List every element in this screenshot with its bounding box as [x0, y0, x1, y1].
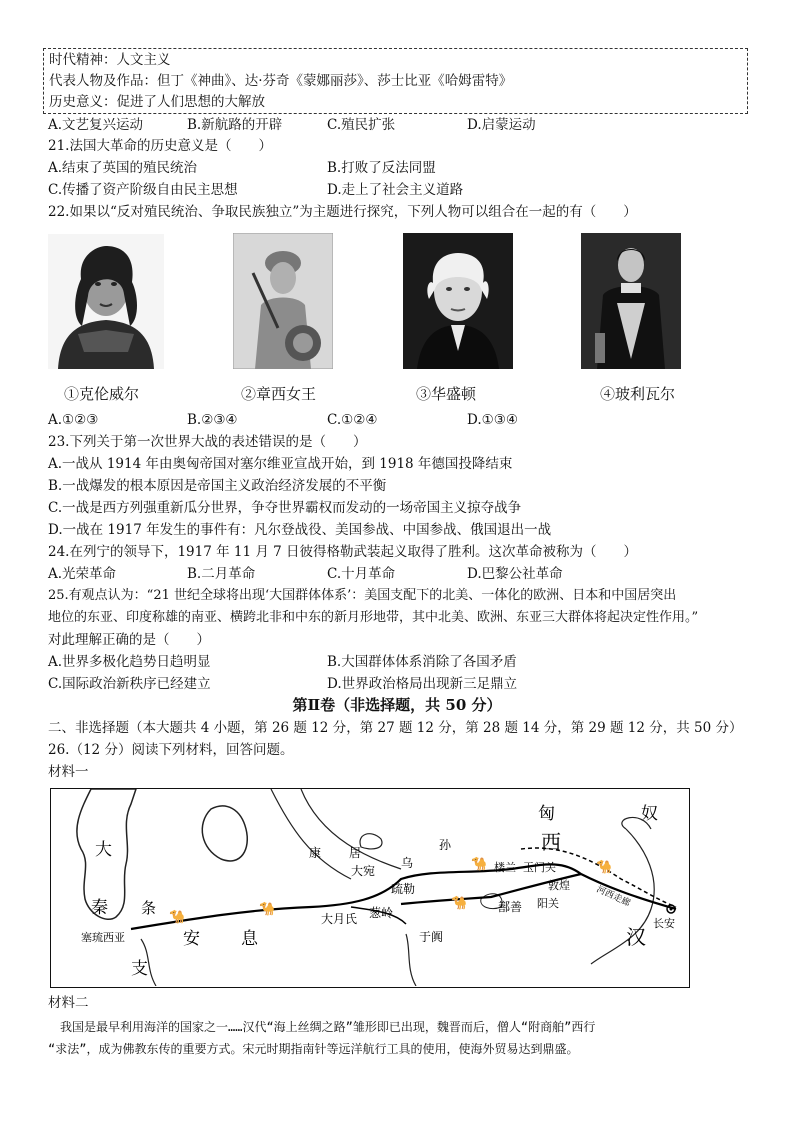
- q24-option-d[interactable]: D.巴黎公社革命: [467, 566, 563, 582]
- box-line-works: 代表人物及作品：但丁《神曲》、达·芬奇《蒙娜丽莎》、莎士比亚《哈姆雷特》: [49, 73, 513, 89]
- map-label-dawan: 大宛: [351, 864, 376, 878]
- section-ii-title: 第Ⅱ卷（非选择题，共 50 分）: [292, 696, 502, 714]
- q24-stem: 24.在列宁的领导下，1917 年 11 月 7 日彼得格勒武装起义取得了胜利。这次革命被称为（ ）: [48, 544, 638, 560]
- caption-rani: ②章西女王: [241, 385, 317, 403]
- q22-option-a[interactable]: A.①②③: [48, 412, 99, 428]
- map-label-qin: 秦: [91, 898, 108, 918]
- q21-option-a[interactable]: A.结束了英国的殖民统治: [48, 160, 198, 176]
- q25-option-a[interactable]: A.世界多极化趋势日趋明显: [48, 654, 211, 670]
- q26-stem: 26.（12 分）阅读下列材料，回答问题。: [48, 742, 294, 758]
- q21-option-d[interactable]: D.走上了社会主义道路: [327, 182, 464, 198]
- map-label-yutian: 于阗: [419, 930, 444, 944]
- bolivar-portrait: [581, 233, 681, 369]
- map-label-loulan: 楼兰: [494, 861, 516, 874]
- map-label-dunhuang: 敦煌: [548, 879, 570, 892]
- q24-option-c[interactable]: C.十月革命: [327, 566, 396, 582]
- q21-stem: 21.法国大革命的历史意义是（ ）: [48, 138, 272, 154]
- q21-option-c[interactable]: C.传播了资产阶级自由民主思想: [48, 182, 238, 198]
- caption-bolivar: ④玻利瓦尔: [600, 385, 676, 403]
- svg-text:🐪: 🐪: [451, 896, 468, 911]
- material-two-label: 材料二: [48, 995, 89, 1011]
- map-label-wu: 乌: [401, 856, 414, 870]
- section-ii-intro: 二、非选择题（本大题共 4 小题，第 26 题 12 分，第 27 题 12 分，第 28 题 14 分，第 29 题 12 分，共 50 分）: [48, 720, 743, 736]
- q25-option-c[interactable]: C.国际政治新秩序已经建立: [48, 676, 211, 692]
- q20-option-a[interactable]: A.文艺复兴运动: [48, 117, 144, 133]
- q23-stem: 23.下列关于第一次世界大战的表述错误的是（ ）: [48, 434, 367, 450]
- map-label-zhi: 支: [131, 959, 148, 979]
- renaissance-info-box: [43, 48, 748, 114]
- map-label-changan: 长安: [653, 917, 675, 930]
- q20-option-c[interactable]: C.殖民扩张: [327, 117, 396, 133]
- map-label-nu: 奴: [641, 804, 658, 824]
- q20-option-d[interactable]: D.启蒙运动: [467, 117, 536, 133]
- map-label-tiao: 条: [141, 899, 157, 917]
- map-label-hexi: 河西走廊: [594, 884, 632, 909]
- map-label-congling: 葱岭: [369, 906, 394, 920]
- map-label-yangguan: 阳关: [537, 897, 559, 910]
- map-label-xi: 西: [541, 830, 561, 854]
- box-line-significance: 历史意义：促进了人们思想的大解放: [49, 94, 265, 110]
- q25-stem-line1: 25.有观点认为：“21 世纪全球将出现‘大国群体体系’：美国支配下的北美、一体化的欧洲、日本和中国居突出: [48, 588, 677, 603]
- svg-text:🐪: 🐪: [169, 910, 186, 925]
- q25-option-b[interactable]: B.大国群体体系消除了各国矛盾: [327, 654, 517, 670]
- map-label-kang: 康: [309, 846, 322, 860]
- q22-option-c[interactable]: C.①②④: [327, 412, 378, 428]
- caption-cromwell: ①克伦威尔: [64, 385, 140, 403]
- map-label-ju: 居: [349, 846, 362, 860]
- washington-portrait: [403, 233, 513, 369]
- q25-stem-line3: 对此理解正确的是（ ）: [48, 632, 210, 648]
- q20-option-b[interactable]: B.新航路的开辟: [187, 117, 283, 133]
- map-label-yumenguan: 玉门关: [523, 861, 556, 874]
- q24-option-b[interactable]: B.二月革命: [187, 566, 256, 582]
- map-label-dayuezhi: 大月氏: [321, 912, 358, 926]
- silk-road-map: [50, 788, 690, 988]
- q23-option-a[interactable]: A.一战从 1914 年由奥匈帝国对塞尔维亚宣战开始，到 1918 年德国投降结束: [48, 456, 513, 472]
- box-line-spirit: 时代精神：人文主义: [49, 52, 171, 68]
- q23-option-d[interactable]: D.一战在 1917 年发生的事件有：凡尔登战役、美国参战、中国参战、俄国退出一战: [48, 522, 552, 538]
- material-two-line1: 我国是最早利用海洋的国家之一……汉代“海上丝绸之路”雏形即已出现，魏晋而后，僧人“附商舶”西行: [60, 1020, 596, 1034]
- map-label-han: 汉: [626, 925, 646, 949]
- map-label-sailiu: 塞琉西亚: [81, 931, 125, 944]
- map-label-sun: 孙: [439, 838, 452, 852]
- map-label-da: 大: [95, 840, 112, 860]
- q23-option-c[interactable]: C.一战是西方列强重新瓜分世界，争夺世界霸权而发动的一场帝国主义掠夺战争: [48, 500, 522, 516]
- q22-option-b[interactable]: B.②③④: [187, 412, 238, 428]
- map-label-xiong: 匈: [538, 804, 555, 824]
- map-label-xi2: 息: [241, 929, 258, 949]
- q23-option-b[interactable]: B.一战爆发的根本原因是帝国主义政治经济发展的不平衡: [48, 478, 387, 494]
- q25-option-d[interactable]: D.世界政治格局出现新三足鼎立: [327, 676, 518, 692]
- q22-stem: 22.如果以“反对殖民统治、争取民族独立”为主题进行探究，下列人物可以组合在一起的有（ ）: [48, 204, 637, 220]
- q24-option-a[interactable]: A.光荣革命: [48, 566, 117, 582]
- material-two-line2: “求法”，成为佛教东传的重要方式。宋元时期指南针等远洋航行工具的使用，使海外贸易达到鼎盛。: [48, 1042, 579, 1056]
- map-label-shanshan: 鄯善: [498, 900, 523, 914]
- q21-option-b[interactable]: B.打败了反法同盟: [327, 160, 436, 176]
- map-label-shule: 疏勒: [391, 882, 416, 896]
- svg-text:🐪: 🐪: [259, 902, 276, 917]
- rani-lakshmibai-portrait: [233, 233, 333, 369]
- caption-washington: ③华盛顿: [416, 385, 477, 403]
- q22-option-d[interactable]: D.①③④: [467, 412, 518, 428]
- svg-text:🐪: 🐪: [596, 860, 613, 875]
- q25-stem-line2: 地位的东亚、印度称雄的南亚、横跨北非和中东的新月形地带，其中北美、欧洲、东亚三大群体将起决定性作用。”: [48, 610, 699, 625]
- map-label-an: 安: [183, 929, 200, 949]
- material-one-label: 材料一: [48, 764, 89, 780]
- svg-text:🐪: 🐪: [471, 857, 488, 872]
- cromwell-portrait: [48, 234, 164, 369]
